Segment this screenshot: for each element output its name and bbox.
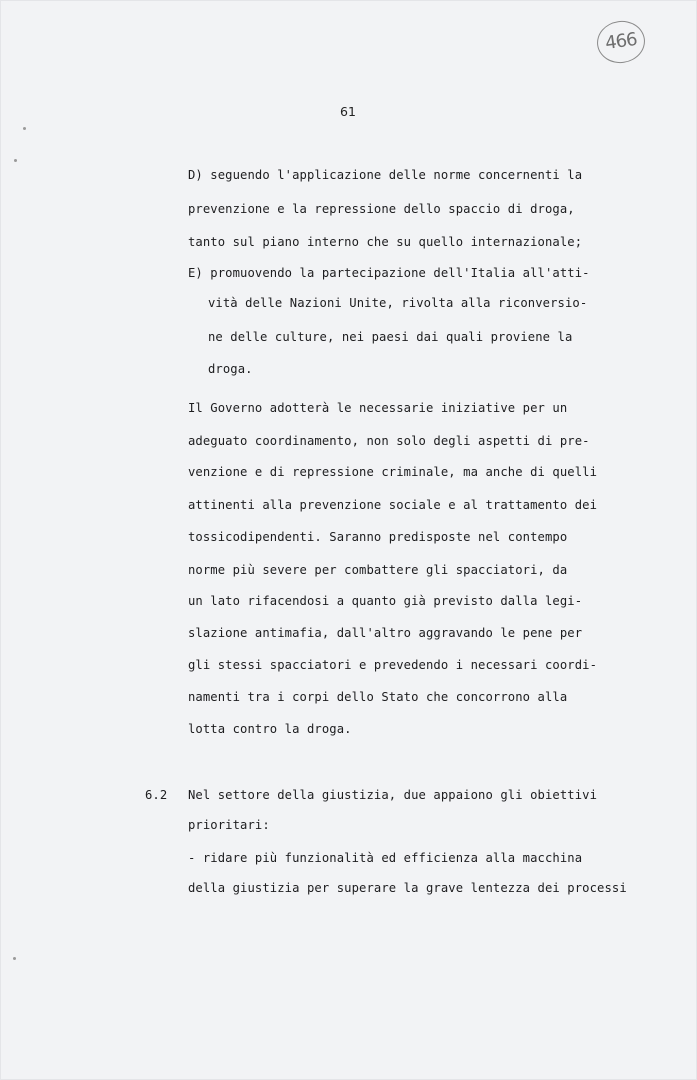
text-line: gli stessi spacciatori e prevedendo i necessari coordi- bbox=[188, 658, 598, 672]
stamp-number: 466 bbox=[603, 28, 638, 55]
section-number: 6.2 bbox=[145, 788, 168, 802]
text-line: prevenzione e la repressione dello spaccio di droga, bbox=[188, 202, 575, 216]
text-line: un lato rifacendosi a quanto già previsto dalla legi- bbox=[188, 594, 583, 608]
scan-speck bbox=[13, 957, 16, 960]
text-line: namenti tra i corpi dello Stato che concorrono alla bbox=[188, 690, 568, 704]
text-line: tanto sul piano interno che su quello internazionale; bbox=[188, 235, 583, 249]
scan-speck bbox=[14, 159, 17, 162]
page-number: 61 bbox=[340, 104, 357, 119]
text-line: Il Governo adotterà le necessarie iniziative per un bbox=[188, 401, 568, 415]
text-line: slazione antimafia, dall'altro aggravando le pene per bbox=[188, 626, 583, 640]
text-line: prioritari: bbox=[188, 818, 270, 832]
text-line: D) seguendo l'applicazione delle norme concernenti la bbox=[188, 168, 583, 182]
text-line: E) promuovendo la partecipazione dell'Italia all'atti- bbox=[188, 266, 590, 280]
text-line: della giustizia per superare la grave lentezza dei processi bbox=[188, 881, 627, 895]
text-line: - ridare più funzionalità ed efficienza alla macchina bbox=[188, 851, 583, 865]
text-line: droga. bbox=[208, 362, 253, 376]
scan-speck bbox=[23, 127, 26, 130]
text-line: adeguato coordinamento, non solo degli aspetti di pre- bbox=[188, 434, 590, 448]
text-line: attinenti alla prevenzione sociale e al trattamento dei bbox=[188, 498, 598, 512]
text-line: venzione e di repressione criminale, ma anche di quelli bbox=[188, 465, 598, 479]
text-line: tossicodipendenti. Saranno predisposte nel contempo bbox=[188, 530, 568, 544]
archive-stamp bbox=[594, 18, 647, 66]
text-line: Nel settore della giustizia, due appaiono gli obiettivi bbox=[188, 788, 598, 802]
text-line: lotta contro la droga. bbox=[188, 722, 352, 736]
text-line: norme più severe per combattere gli spacciatori, da bbox=[188, 563, 568, 577]
text-line: ne delle culture, nei paesi dai quali proviene la bbox=[208, 330, 573, 344]
text-line: vità delle Nazioni Unite, rivolta alla riconversio- bbox=[208, 296, 588, 310]
